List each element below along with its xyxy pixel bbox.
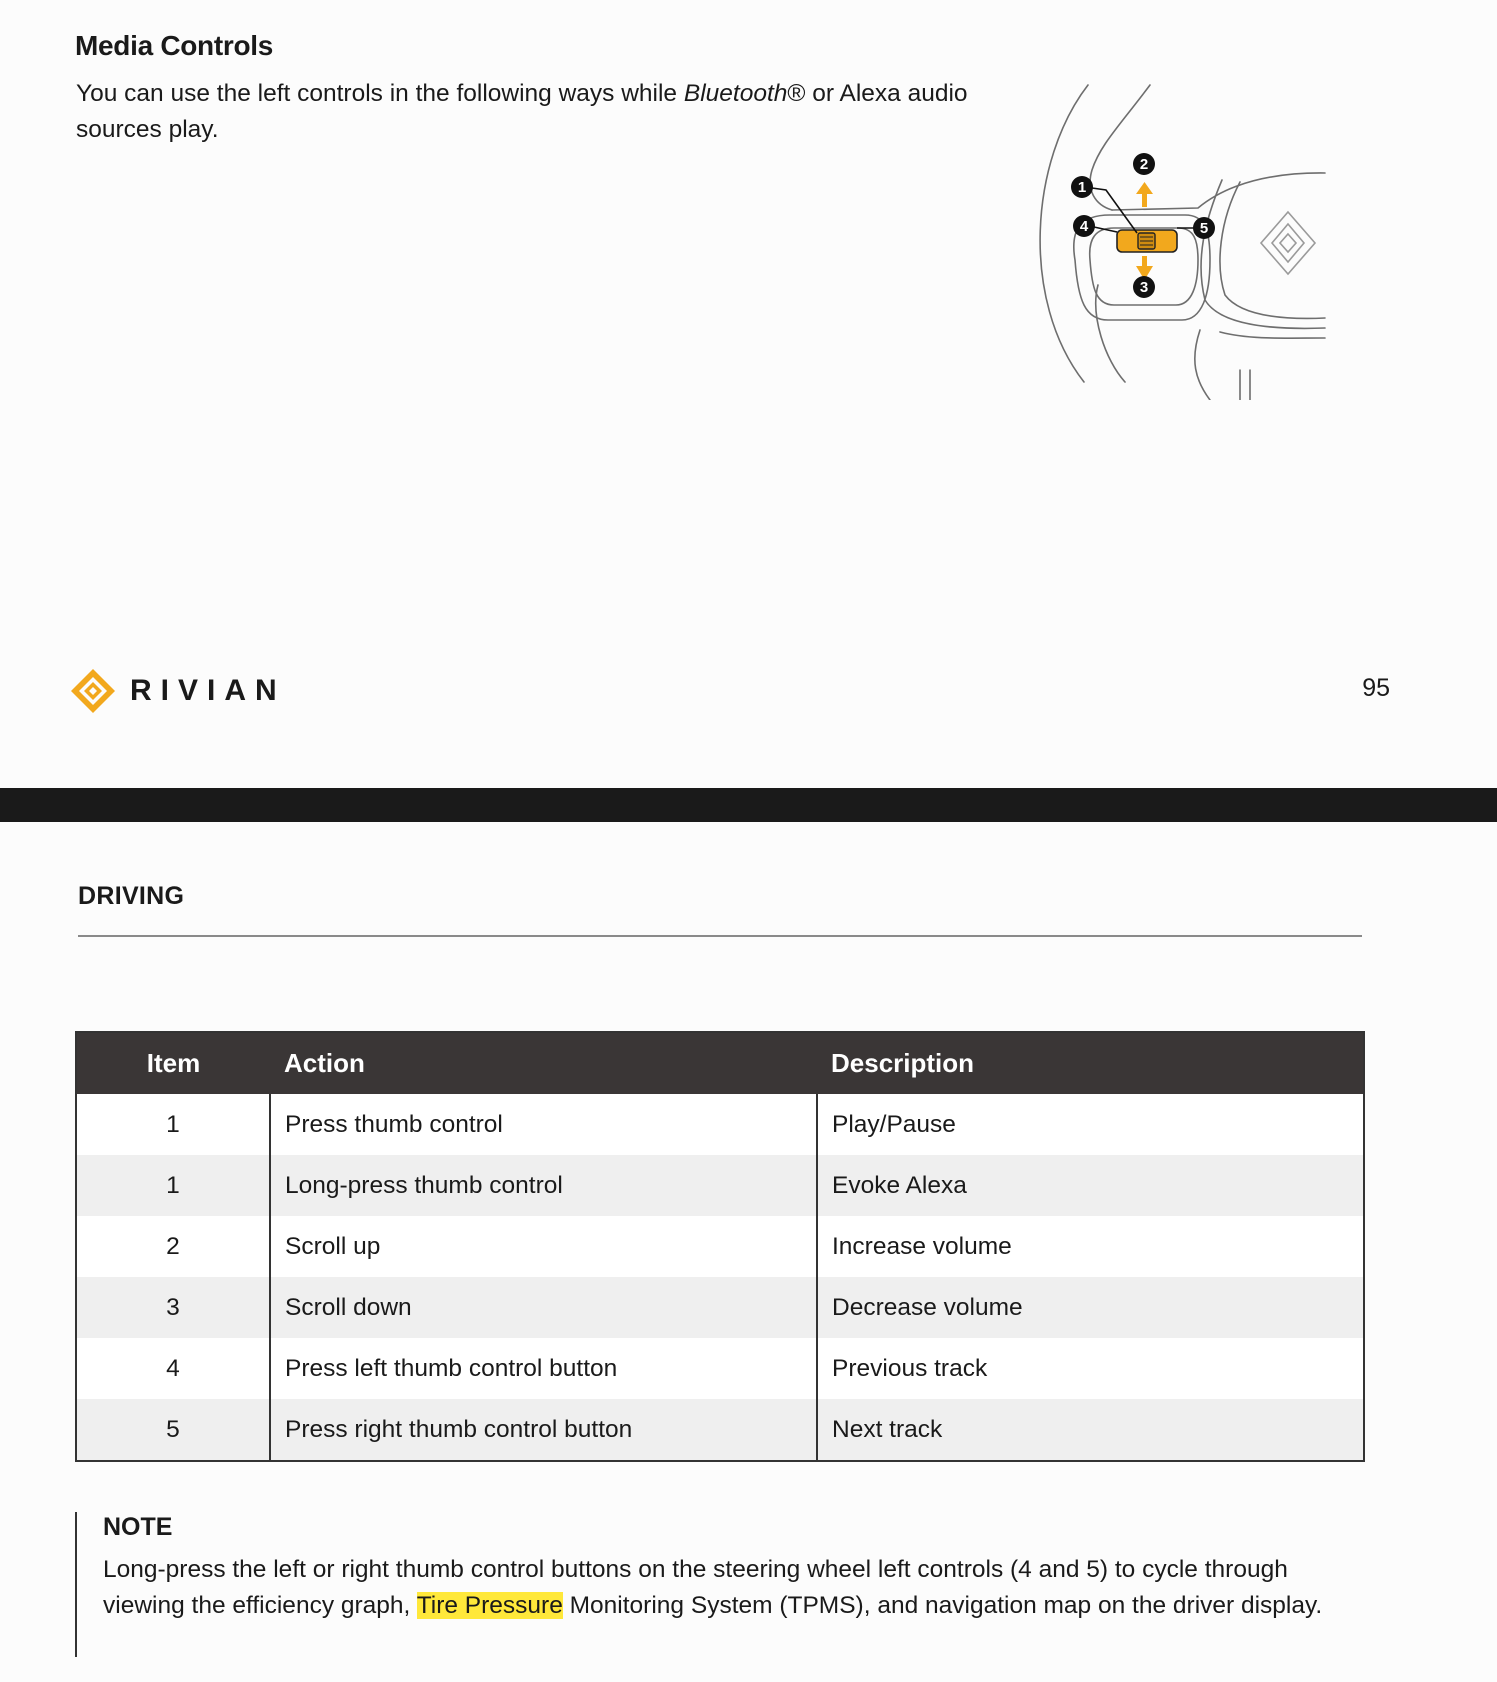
table-row: [76, 1155, 1364, 1216]
wheel-hub-line-5: [1240, 370, 1250, 400]
note-text: [103, 1552, 1375, 1624]
intro-text-after: or Alexa audio sources play.: [76, 80, 968, 143]
thumb-control-icon: [1117, 182, 1177, 280]
brand-wordmark: RIVIAN: [130, 674, 286, 707]
table-row: [76, 1216, 1364, 1277]
table-row: [76, 1277, 1364, 1338]
header-action: Action: [270, 1032, 817, 1094]
cell-action: Press right thumb control button: [270, 1399, 817, 1461]
header-description: Description: [817, 1032, 1364, 1094]
cell-item: 1: [76, 1094, 270, 1155]
note-callout: [75, 1512, 1375, 1657]
cell-action: Scroll up: [270, 1216, 817, 1277]
note-text-after: Monitoring System (TPMS), and navigation map on the driver display.: [562, 1592, 1323, 1619]
table-row: [76, 1094, 1364, 1155]
registered-mark: ®: [787, 80, 806, 107]
media-controls-table: [75, 1031, 1365, 1462]
callout-1-label: 1: [1077, 179, 1087, 196]
table-header-row: [76, 1032, 1364, 1094]
rivian-compass-icon: [70, 668, 116, 714]
cell-action: Press thumb control: [270, 1094, 817, 1155]
chapter-header: DRIVING: [78, 882, 185, 910]
callout-4-label: 4: [1079, 218, 1089, 235]
scroll-up-arrow-icon: [1136, 182, 1153, 207]
cell-description: Play/Pause: [817, 1094, 1364, 1155]
cell-action: Long-press thumb control: [270, 1155, 817, 1216]
header-item: Item: [76, 1032, 270, 1094]
cell-item: 2: [76, 1216, 270, 1277]
bluetooth-brand-text: Bluetooth: [683, 80, 788, 107]
callout-3-label: 3: [1139, 279, 1149, 296]
page-number: 95: [1362, 674, 1390, 702]
callout-5-label: 5: [1199, 220, 1209, 237]
callout-badges: [1071, 153, 1215, 298]
wheel-hub-line-3: [1195, 330, 1210, 400]
callout-2-label: 2: [1139, 156, 1149, 173]
intro-paragraph: [76, 76, 976, 148]
table-row: [76, 1338, 1364, 1399]
wheel-hub-line-4: [1220, 332, 1325, 338]
chapter-rule: [78, 935, 1362, 937]
cell-description: Next track: [817, 1399, 1364, 1461]
highlighted-text: Tire Pressure: [416, 1592, 563, 1619]
cell-action: Press left thumb control button: [270, 1338, 817, 1399]
cell-description: Increase volume: [817, 1216, 1364, 1277]
note-text-before: Long-press the left or right thumb control buttons on the steering wheel left controls (4 and 5) to cycle through viewing the efficiency graph,: [103, 1556, 1288, 1619]
page-separator: [0, 788, 1497, 822]
manual-page-95: [0, 0, 1497, 788]
table-row: [76, 1399, 1364, 1461]
wheel-logo-icon: [1261, 212, 1315, 274]
rivian-logo: [70, 668, 286, 714]
cell-description: Evoke Alexa: [817, 1155, 1364, 1216]
cell-action: Scroll down: [270, 1277, 817, 1338]
cell-item: 3: [76, 1277, 270, 1338]
cell-item: 5: [76, 1399, 270, 1461]
note-title: NOTE: [103, 1513, 173, 1541]
steering-wheel-left-controls-illustration: [1010, 70, 1340, 400]
cell-description: Decrease volume: [817, 1277, 1364, 1338]
cell-description: Previous track: [817, 1338, 1364, 1399]
cell-item: 1: [76, 1155, 270, 1216]
cell-item: 4: [76, 1338, 270, 1399]
section-title: Media Controls: [75, 30, 274, 61]
intro-text-before: You can use the left controls in the following ways while: [76, 80, 684, 107]
